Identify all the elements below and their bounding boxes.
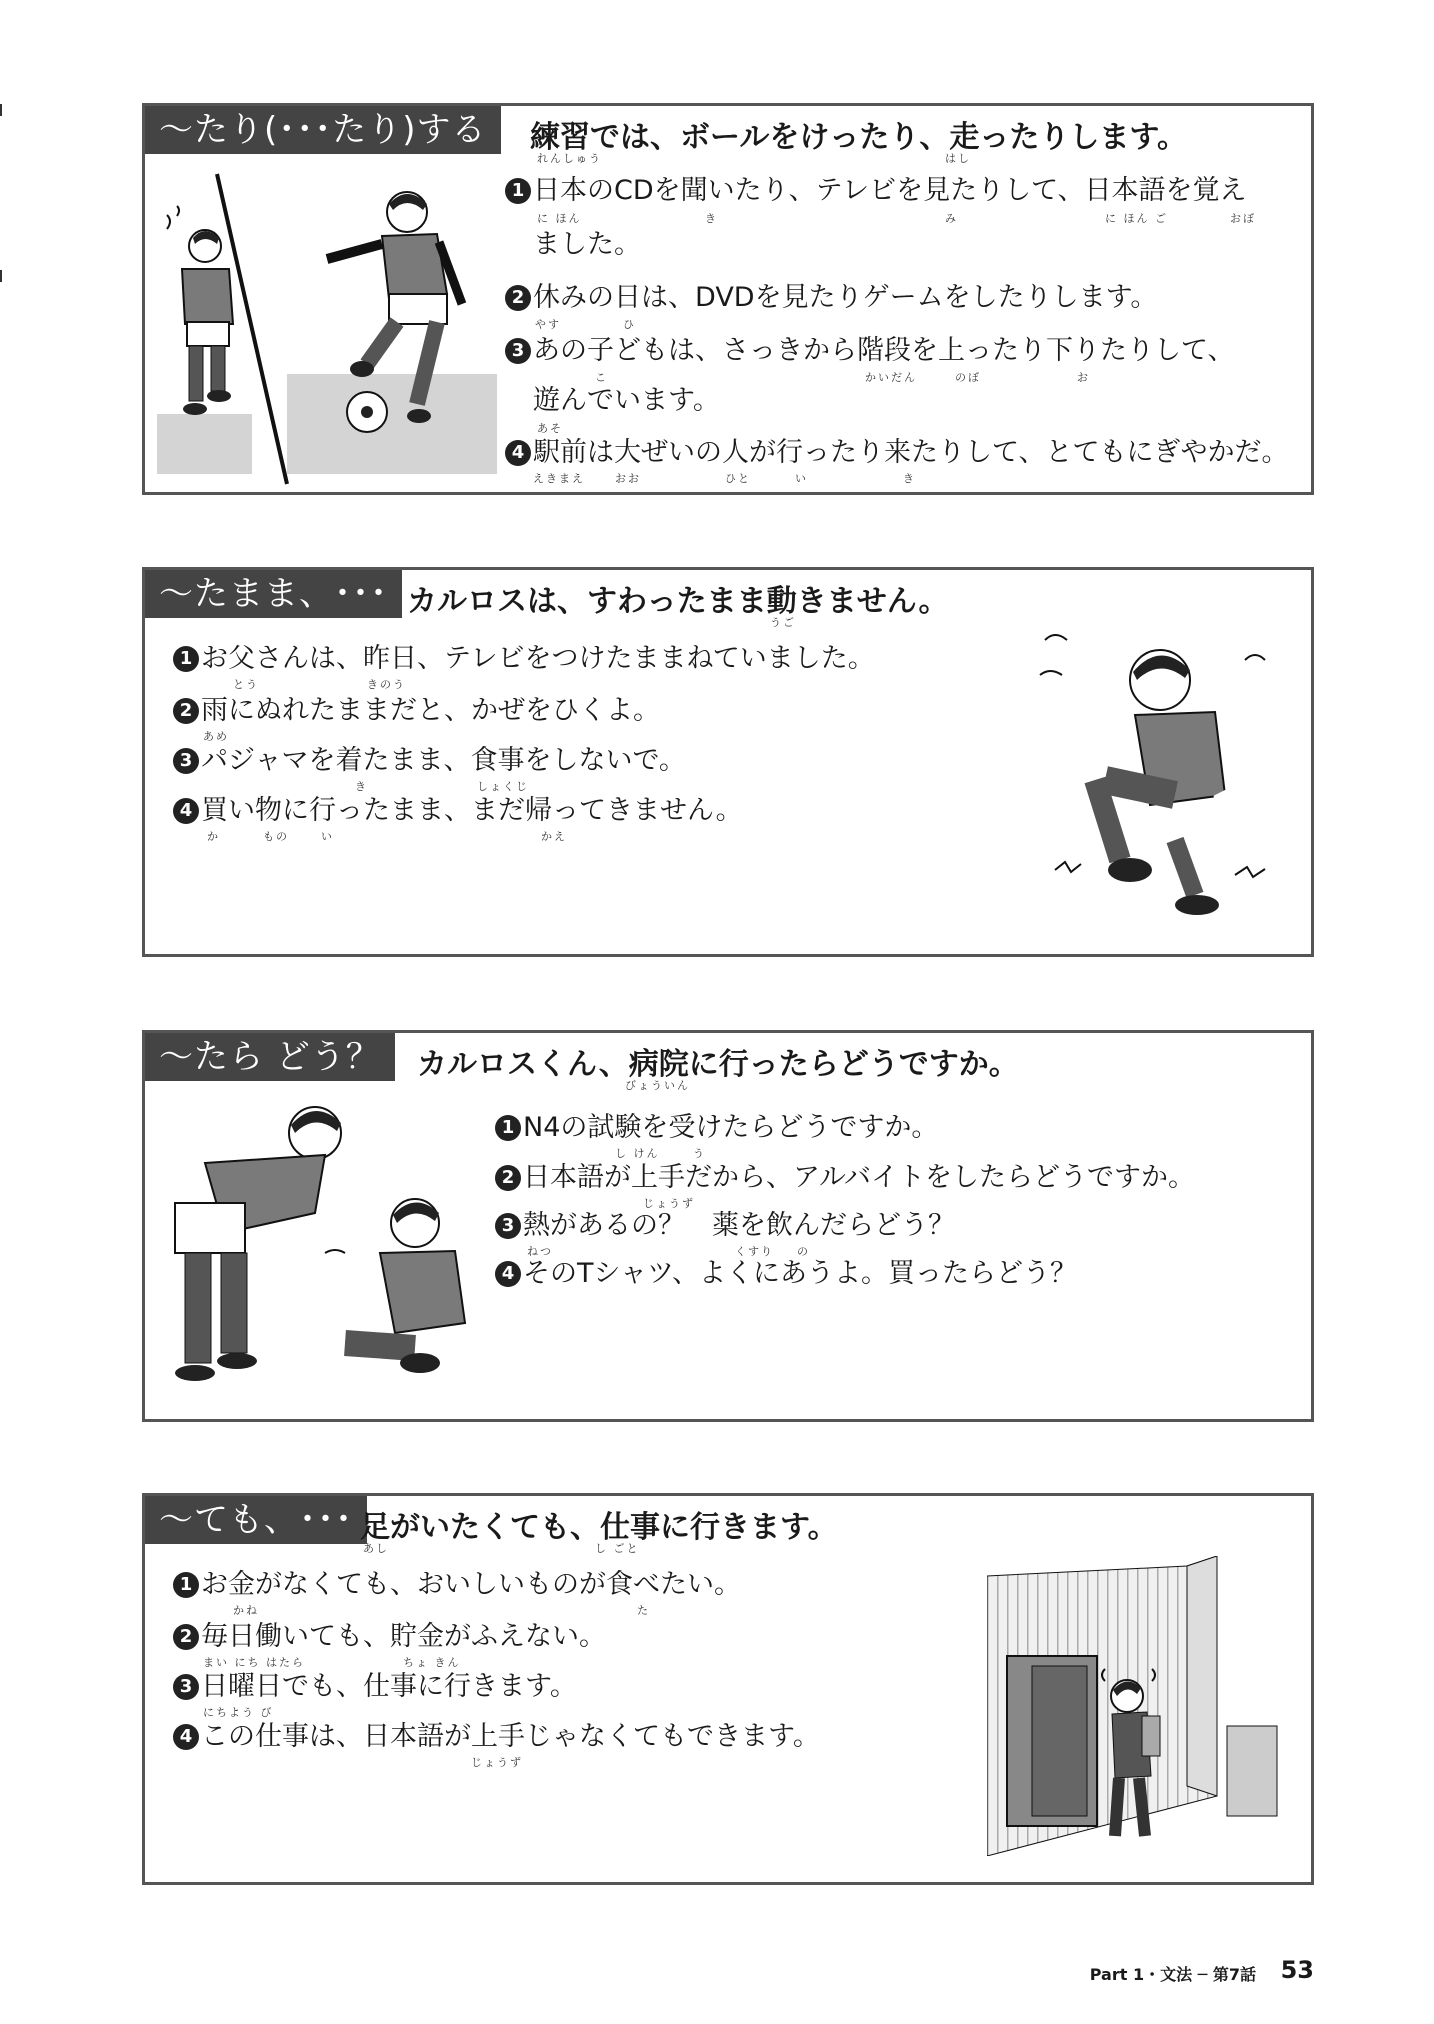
example-number: 2 xyxy=(505,285,531,311)
example-3 xyxy=(173,1670,577,1704)
example-number: 4 xyxy=(173,798,199,824)
example-4 xyxy=(173,794,743,828)
ruby: じょうず xyxy=(643,1197,695,1210)
ruby: あし xyxy=(363,1542,389,1555)
example-text: 熱があるの？ 薬を飲んだらどう？ xyxy=(523,1210,955,1241)
example-1 xyxy=(173,642,875,676)
ruby: う xyxy=(693,1147,706,1160)
footer-chapter: Part 1・文法 ─ 第7話 xyxy=(1089,1965,1256,1984)
sitting-boy-illustration xyxy=(1025,620,1295,920)
example-number: 1 xyxy=(173,1572,199,1598)
ruby: うご xyxy=(770,616,796,629)
building-illustration xyxy=(987,1556,1287,1856)
example-2 xyxy=(505,281,1157,315)
section-tari xyxy=(142,103,1314,495)
example-3 xyxy=(505,334,1234,368)
ruby: びょういん xyxy=(625,1079,690,1092)
section-headline: 足がいたくても、仕事に行きます。 xyxy=(360,1510,838,1545)
ruby: に ほん xyxy=(537,212,582,225)
example-4 xyxy=(505,436,1288,470)
ruby: きのう xyxy=(367,678,406,691)
example-3 xyxy=(495,1209,955,1243)
example-number: 2 xyxy=(495,1165,521,1191)
ruby: い xyxy=(321,830,334,843)
ruby: こ xyxy=(595,371,608,384)
ruby: み xyxy=(945,212,958,225)
example-4 xyxy=(495,1257,1077,1291)
example-text: 休みの日は、DVDを見たりゲームをしたりします。 xyxy=(533,282,1158,313)
section-tag: 〜ても、･･･ xyxy=(145,1496,367,1544)
ruby: し ごと xyxy=(595,1542,640,1555)
example-text: 雨にぬれたままだと、かぜをひくよ。 xyxy=(201,695,660,726)
ruby: しょくじ xyxy=(477,780,529,793)
example-number: 4 xyxy=(495,1261,521,1287)
example-text: お金がなくても、おいしいものが食べたい。 xyxy=(201,1569,741,1600)
page-number: 53 xyxy=(1280,1956,1314,1984)
example-2 xyxy=(495,1161,1195,1195)
example-number: 3 xyxy=(173,748,199,774)
ruby: ひと xyxy=(725,472,751,485)
section-tamama xyxy=(142,567,1314,957)
ruby: き xyxy=(903,472,916,485)
ruby: まい にち はたら xyxy=(203,1656,305,1669)
ruby: た xyxy=(637,1604,650,1617)
section-headline: カルロスくん、病院に行ったらどうですか。 xyxy=(417,1047,1019,1082)
section-tag: 〜たり(･･･たり)する xyxy=(145,106,501,154)
ruby: とう xyxy=(233,678,259,691)
margin-mark xyxy=(0,270,2,282)
example-number: 1 xyxy=(173,646,199,672)
example-text: 日本のCDを聞いたり、テレビを見たりして、日本語を覚え xyxy=(533,175,1247,206)
ruby: ひ xyxy=(623,318,636,331)
ruby: やす xyxy=(535,318,561,331)
ruby: の xyxy=(797,1245,810,1258)
example-3 xyxy=(173,744,686,778)
ruby: れんしゅう xyxy=(537,152,602,165)
example-text: この仕事は、日本語が上手じゃなくてもできます。 xyxy=(201,1721,820,1752)
example-3-cont: 遊んでいます。 xyxy=(533,385,720,416)
ruby: のぼ xyxy=(955,371,981,384)
example-text: 毎日働いても、貯金がふえない。 xyxy=(201,1621,606,1652)
ruby: に ほん ご xyxy=(1105,212,1168,225)
ruby: ねつ xyxy=(527,1245,553,1258)
ruby: あめ xyxy=(203,730,229,743)
ruby: えきまえ xyxy=(533,472,585,485)
example-number: 2 xyxy=(173,1624,199,1650)
soccer-illustration xyxy=(157,164,502,489)
ruby: き xyxy=(705,212,718,225)
example-2 xyxy=(173,1620,606,1654)
section-headline: 練習では、ボールをけったり、走ったりします。 xyxy=(530,120,1187,155)
example-1 xyxy=(173,1568,741,1602)
ruby: お xyxy=(1077,371,1090,384)
ruby: か xyxy=(207,830,220,843)
ruby: き xyxy=(355,780,368,793)
two-boys-illustration xyxy=(165,1093,495,1413)
ruby: じょうず xyxy=(471,1756,523,1769)
ruby: ちょ きん xyxy=(403,1656,461,1669)
example-number: 1 xyxy=(505,178,531,204)
ruby: はし xyxy=(945,152,971,165)
margin-mark xyxy=(0,104,2,116)
example-number: 2 xyxy=(173,698,199,724)
example-1 xyxy=(505,174,1247,208)
example-4 xyxy=(173,1720,820,1754)
example-text: 買い物に行ったまま、まだ帰ってきません。 xyxy=(201,795,743,826)
example-1 xyxy=(495,1111,938,1145)
example-text: パジャマを着たまま、食事をしないで。 xyxy=(201,745,686,776)
example-2 xyxy=(173,694,660,728)
example-text: そのTシャツ、よくにあうよ。買ったらどう？ xyxy=(523,1258,1078,1289)
ruby: かね xyxy=(233,1604,259,1617)
section-tara-dou xyxy=(142,1030,1314,1422)
example-text: 日曜日でも、仕事に行きます。 xyxy=(201,1671,577,1702)
ruby: くすり xyxy=(735,1245,774,1258)
example-text: お父さんは、昨日、テレビをつけたままねていました。 xyxy=(201,643,875,674)
ruby: かえ xyxy=(541,830,567,843)
ruby: し けん xyxy=(615,1147,660,1160)
section-headline: カルロスは、すわったまま動きません。 xyxy=(407,584,949,619)
example-number: 4 xyxy=(505,440,531,466)
ruby: かいだん xyxy=(865,371,917,384)
example-number: 3 xyxy=(505,338,531,364)
ruby: もの xyxy=(263,830,289,843)
example-text: あの子どもは、さっきから階段を上ったり下りたりして、 xyxy=(533,335,1235,366)
ruby: おぼ xyxy=(1230,212,1256,225)
ruby: あそ xyxy=(537,422,563,435)
ruby: い xyxy=(795,472,808,485)
example-number: 4 xyxy=(173,1724,199,1750)
example-text: 駅前は大ぜいの人が行ったり来たりして、とてもにぎやかだ。 xyxy=(533,437,1289,468)
section-tag: 〜たら どう？ xyxy=(145,1033,395,1081)
ruby: おお xyxy=(615,472,641,485)
section-tag: 〜たまま、･･･ xyxy=(145,570,402,618)
example-text: 日本語が上手だから、アルバイトをしたらどうですか。 xyxy=(523,1162,1196,1193)
example-1-cont: ました。 xyxy=(533,229,641,260)
example-text: N4の試験を受けたらどうですか。 xyxy=(523,1112,939,1143)
example-number: 3 xyxy=(495,1213,521,1239)
ruby: にちよう び xyxy=(203,1706,274,1719)
example-number: 3 xyxy=(173,1674,199,1700)
example-number: 1 xyxy=(495,1115,521,1141)
section-temo xyxy=(142,1493,1314,1885)
